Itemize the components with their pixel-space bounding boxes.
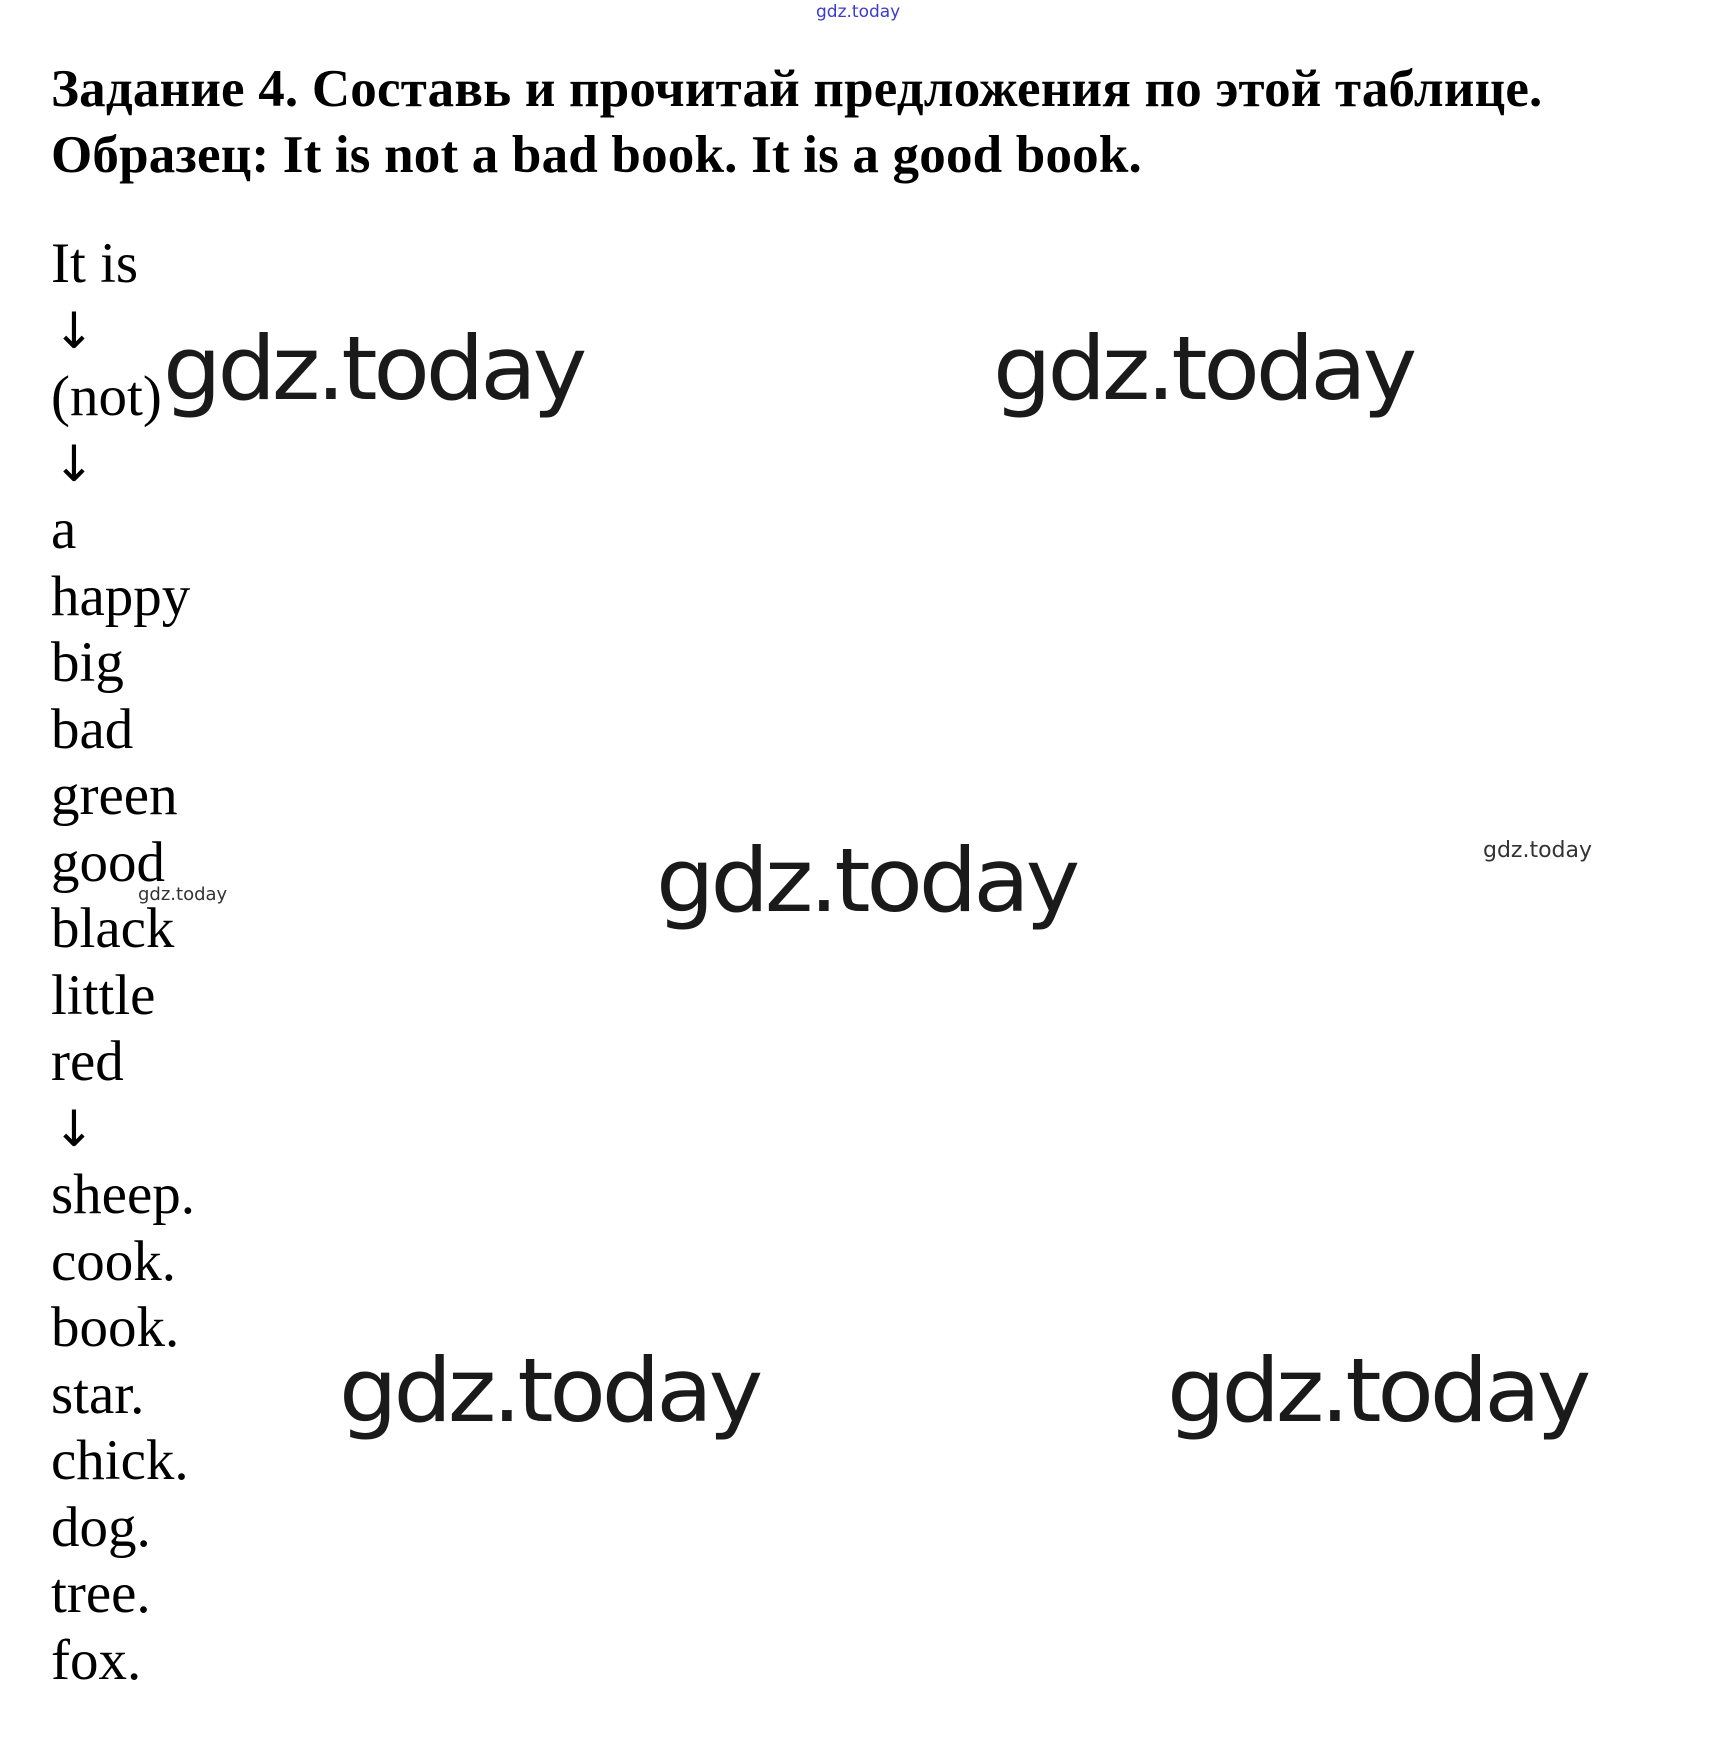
example-sentence: Образец: It is not a bad book. It is a good book. [51,126,1142,184]
down-arrow-icon: ↓ [53,301,95,360]
adjective-word: big [51,631,124,694]
word-table [51,231,195,1694]
article-word: a [51,498,77,561]
noun-word: book. [51,1296,180,1359]
down-arrow-icon: ↓ [53,1099,95,1158]
lead-phrase: It is [51,232,139,295]
adjective-word: green [51,764,178,827]
noun-word: sheep. [51,1163,196,1226]
noun-word: dog. [51,1495,151,1559]
watermark: gdz.today [339,1339,760,1442]
adjective-word: black [51,897,175,960]
adjective-word: bad [51,697,134,761]
watermark: gdz.today [993,317,1414,420]
noun-word: fox. [51,1628,142,1692]
adjective-word: little [51,963,156,1027]
watermark: gdz.today [163,317,584,420]
down-arrow-icon: ↓ [53,434,95,493]
adjective-word: good [51,830,165,894]
watermark-small: gdz.today [138,884,228,905]
watermark: gdz.today [1167,1339,1588,1442]
noun-word: cook. [51,1229,177,1293]
negation-word: (not) [51,365,162,428]
watermark: gdz.today [656,829,1077,932]
adjective-word: happy [51,564,191,628]
task-title: Задание 4. Составь и прочитай предложения по этой таблице. [51,60,1543,118]
adjective-word: red [51,1030,124,1093]
noun-word: chick. [51,1429,189,1492]
noun-word: star. [51,1362,145,1426]
watermark-small: gdz.today [1483,838,1593,863]
noun-word: tree. [51,1562,151,1625]
watermark-top: gdz.today [816,2,901,22]
